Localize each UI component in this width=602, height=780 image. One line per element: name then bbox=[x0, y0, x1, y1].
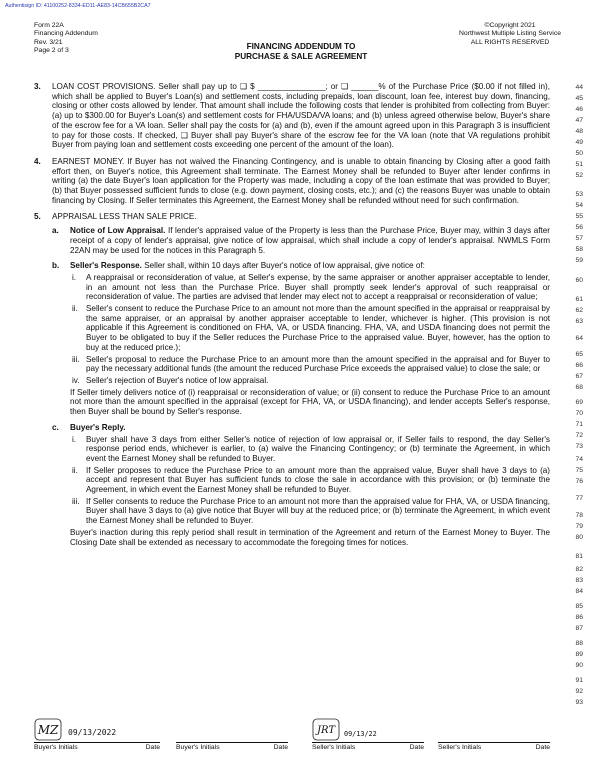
rights: ALL RIGHTS RESERVED bbox=[470, 38, 550, 46]
list-item bbox=[70, 497, 550, 526]
initials-stamp-icon bbox=[34, 718, 64, 742]
subsection-notice-low-appraisal bbox=[52, 226, 550, 255]
line-number: 49 bbox=[575, 139, 583, 146]
list-item bbox=[70, 435, 550, 464]
initials-mark: MZ bbox=[37, 723, 59, 737]
section-title: EARNEST MONEY. bbox=[52, 156, 125, 166]
item-text: Seller's rejection of Buyer's notice of low appraisal. bbox=[86, 375, 269, 385]
list-item bbox=[70, 273, 550, 302]
item-number: ii. bbox=[72, 465, 78, 475]
list-item bbox=[70, 304, 550, 353]
section-text: Seller shall pay up to ❑ $ _______________; or ❑ ______% of the Purchase Price ($0.00 if not filled in), which shall be applied to Buyer's Loan(s) and settlement costs, including prepaids, loan discount, loan fee, interest buy down, financing, closing or other costs allowed by lender. That amount shall include the following costs that lender is prohibited from collecting from Buyer: (a) up to $300.00 for Buyer's Loan(s) and settlement costs for FHA/USDA/VA loans; and (b) unless agreed otherwise below, Buyer's share of the escrow fee for a VA loan. Seller shall pay the costs for (a) and (b), even if the amount agreed upon in this Paragraph 3 is insufficient to pay for those costs. If checked, ❑ Buyer shall pay Buyer's share of the escrow fee for the VA loan (note that VA regulations prohibit Buyer from paying loan and settlement costs exceeding one percent of the amount of the loan). bbox=[52, 82, 550, 150]
line-number: 72 bbox=[575, 432, 583, 439]
line-number: 88 bbox=[575, 640, 583, 647]
line-number: 81 bbox=[575, 553, 583, 560]
line-number: 91 bbox=[575, 677, 583, 684]
document-body bbox=[34, 82, 550, 554]
line-number: 70 bbox=[575, 410, 583, 417]
section-text: If Buyer has not waived the Financing Contingency, and is unable to obtain financing by Closing after a good faith effort then, on Buyer's notice, this Agreement shall terminate. The Earnest Money shall be refunded to Buyer after lender confirms in writing (a) the date Buyer's loan application for the Property was made, including a copy of the loan estimate that was provided to Buyer; (b) that Buyer possessed sufficient funds to close (e.g. down payment, closing costs, etc.); and (c) the reasons Buyer was unable to obtain financing by Closing. If Seller terminates this Agreement, the Earnest Money shall be refunded without need for such confirmation. bbox=[52, 156, 550, 205]
subsection-seller-response bbox=[52, 261, 550, 417]
line-number: 54 bbox=[575, 202, 583, 209]
item-number: iv. bbox=[72, 375, 80, 385]
line-number: 48 bbox=[575, 128, 583, 135]
line-number: 79 bbox=[575, 523, 583, 530]
signature-line bbox=[438, 742, 550, 743]
item-text: Seller's consent to reduce the Purchase Price to an amount not more than the amount specified in the appraisal or reappraisal by the same appraiser, or an appraisal by another appraiser acceptable to lender, whichever is higher. (This provision is not applicable if this Agreement is conditioned on FHA, VA, or USDA financing. FHA, VA, and USDA financing does not permit the Buyer to be obligated to buy if the Seller reduces the Purchase Price to the appraised value. Buyer, however, has the option to buy at the reduced price.); bbox=[86, 304, 550, 352]
section-title: APPRAISAL LESS THAN SALE PRICE. bbox=[52, 212, 197, 222]
section-earnest-money bbox=[34, 157, 550, 206]
initials-label: Buyer's Initials bbox=[34, 744, 78, 751]
subsection-buyer-reply bbox=[52, 423, 550, 547]
section-title: LOAN COST PROVISIONS. bbox=[52, 82, 156, 91]
line-number: 77 bbox=[575, 495, 583, 502]
buyer-initials-1[interactable] bbox=[34, 716, 160, 756]
line-number: 83 bbox=[575, 577, 583, 584]
line-number: 61 bbox=[575, 296, 583, 303]
line-number: 68 bbox=[575, 384, 583, 391]
line-number: 90 bbox=[575, 662, 583, 669]
line-number: 46 bbox=[575, 106, 583, 113]
line-number: 74 bbox=[575, 456, 583, 463]
line-number: 92 bbox=[575, 688, 583, 695]
line-number: 82 bbox=[575, 566, 583, 573]
seller-initials-1[interactable] bbox=[312, 716, 424, 756]
section-appraisal bbox=[34, 212, 550, 547]
initials-row bbox=[34, 716, 550, 756]
page-number: Page 2 of 3 bbox=[34, 47, 69, 55]
line-number: 86 bbox=[575, 614, 583, 621]
publisher: Northwest Multiple Listing Service bbox=[459, 30, 561, 38]
section-loan-cost bbox=[34, 82, 550, 150]
subsection-text: If lender's appraised value of the Property is less than the Purchase Price, Buyer may, within 3 days after receipt of a copy of lender's appraisal, give notice of low appraisal, which shall include a copy of lender's appraisal. NWMLS Form 22AN may be used for the notices in this Paragraph 5. bbox=[70, 226, 550, 255]
subsection-text: Seller shall, within 10 days after Buyer's notice of low appraisal, give notice of: bbox=[144, 261, 425, 271]
line-number: 80 bbox=[575, 534, 583, 541]
authsign-id: Authentisign ID: 41100252-8334-ED11-AE83-14CB655B2CA7 bbox=[5, 3, 151, 9]
line-number: 64 bbox=[575, 335, 583, 342]
signed-date: 09/13/22 bbox=[344, 730, 377, 738]
signature-line bbox=[34, 742, 160, 743]
line-number: 75 bbox=[575, 467, 583, 474]
signature-line bbox=[176, 742, 288, 743]
item-number: i. bbox=[72, 434, 77, 444]
item-text: A reappraisal or reconsideration of value, at Seller's expense, by the same appraiser or another appraiser acceptable to lender, in an amount not less than the Purchase Price. Buyer shall promptly seek lender's approval of such reappraisal or reconsideration of value. The parties are advised that lender may elect not to accept a reappraisal or reconsideration of value; bbox=[86, 272, 550, 302]
title-line-2: PURCHASE & SALE AGREEMENT bbox=[234, 52, 368, 61]
date-label: Date bbox=[409, 744, 424, 751]
line-number: 62 bbox=[575, 307, 583, 314]
line-number: 87 bbox=[575, 625, 583, 632]
line-number: 85 bbox=[575, 603, 583, 610]
initials-label: Buyer's Initials bbox=[176, 744, 220, 751]
seller-response-closing: If Seller timely delivers notice of (i) reappraisal or reconsideration of value; or (ii) consent to reduce the Purchase Price to an amount not more than the amount specified in the appraisal (except for FHA, VA, or USDA financing), and lender accepts Seller's response, then Buyer shall be bound by Seller's response. bbox=[70, 387, 550, 417]
line-number: 67 bbox=[575, 373, 583, 380]
line-number: 71 bbox=[575, 421, 583, 428]
item-number: iii. bbox=[72, 496, 80, 506]
line-number: 55 bbox=[575, 213, 583, 220]
signed-date: 09/13/2022 bbox=[68, 728, 117, 737]
form-name: Financing Addendum bbox=[34, 30, 98, 38]
item-text: Buyer shall have 3 days from either Seller's notice of rejection of low appraisal or, if Seller fails to respond, the day Seller's response period ends, whichever is earlier, to (a) waive the Financing Contingency; or (b) terminate the Agreement, in which event the Earnest Money shall be refunded to Buyer. bbox=[86, 434, 550, 463]
line-number: 69 bbox=[575, 399, 583, 406]
subsection-title: Notice of Low Appraisal. bbox=[70, 226, 166, 236]
line-number: 89 bbox=[575, 651, 583, 658]
subsection-title: Seller's Response. bbox=[70, 261, 142, 271]
line-number: 47 bbox=[575, 117, 583, 124]
subsection-letter: c. bbox=[52, 422, 59, 432]
initials-stamp-icon bbox=[312, 718, 342, 742]
line-number: 84 bbox=[575, 588, 583, 595]
buyer-initials-2[interactable] bbox=[176, 716, 288, 756]
line-number: 93 bbox=[575, 699, 583, 706]
title-line-1: FINANCING ADDENDUM TO bbox=[246, 42, 356, 51]
form-revision: Rev. 3/21 bbox=[34, 38, 63, 46]
line-number: 52 bbox=[575, 172, 583, 179]
date-label: Date bbox=[145, 744, 160, 751]
item-number: ii. bbox=[72, 304, 78, 314]
section-number: 4. bbox=[34, 156, 41, 166]
line-number: 78 bbox=[575, 512, 583, 519]
item-text: Seller's proposal to reduce the Purchase Price to an amount more than the amount specified in the appraisal and for Buyer to pay the necessary additional funds (the amount the reduced Purchase Price exceeds the appraised value) to close the sale; or bbox=[86, 354, 550, 374]
subsection-letter: a. bbox=[52, 226, 59, 236]
line-number: 66 bbox=[575, 362, 583, 369]
date-label: Date bbox=[535, 744, 550, 751]
section-number: 5. bbox=[34, 212, 41, 222]
initials-label: Seller's Initials bbox=[438, 744, 482, 751]
line-number: 51 bbox=[575, 161, 583, 168]
item-number: iii. bbox=[72, 354, 80, 364]
section-number: 3. bbox=[34, 82, 41, 91]
initials-mark: JRT bbox=[316, 725, 336, 736]
line-number: 45 bbox=[575, 95, 583, 102]
line-number: 44 bbox=[575, 84, 583, 91]
line-number: 50 bbox=[575, 150, 583, 157]
list-item bbox=[70, 466, 550, 495]
line-number: 58 bbox=[575, 246, 583, 253]
line-number: 53 bbox=[575, 191, 583, 198]
item-number: i. bbox=[72, 272, 77, 282]
initials-label: Seller's Initials bbox=[312, 744, 356, 751]
signature-line bbox=[312, 742, 424, 743]
line-number: 63 bbox=[575, 318, 583, 325]
list-item bbox=[70, 376, 550, 386]
line-number: 76 bbox=[575, 478, 583, 485]
line-number: 60 bbox=[575, 277, 583, 284]
item-text: If Seller consents to reduce the Purchase Price to an amount not more than the appraised value for FHA, VA, or USDA financing, Buyer shall have 3 days to (a) give notice that Buyer will buy at the reduced price; or (b) terminate the Agreement, in which event the Earnest Money shall be refunded to Buyer. bbox=[86, 496, 550, 526]
line-number: 59 bbox=[575, 257, 583, 264]
copyright-block bbox=[459, 22, 561, 47]
item-text: If Seller proposes to reduce the Purchase Price to an amount more than the appraised value, Buyer shall have 3 days to (a) accept and represent that Buyer has sufficient funds to close the sale in accordance with this provision; or (b) terminate the Agreement, in which event the Earnest Money shall be refunded to Buyer. bbox=[86, 465, 550, 495]
line-number: 57 bbox=[575, 235, 583, 242]
buyer-reply-closing: Buyer's inaction during this reply period shall result in termination of the Agreement and return of the Earnest Money to Buyer. The Closing Date shall be extended as necessary to accommodate the foregoing times for notices. bbox=[70, 527, 550, 547]
list-item bbox=[70, 355, 550, 374]
subsection-title: Buyer's Reply. bbox=[70, 422, 126, 432]
date-label: Date bbox=[273, 744, 288, 751]
form-number: Form 22A bbox=[34, 22, 64, 29]
seller-initials-2[interactable] bbox=[438, 716, 550, 756]
line-number: 73 bbox=[575, 443, 583, 450]
line-number: 65 bbox=[575, 351, 583, 358]
copyright: ©Copyright 2021 bbox=[484, 22, 536, 29]
line-number: 56 bbox=[575, 224, 583, 231]
subsection-letter: b. bbox=[52, 261, 60, 271]
